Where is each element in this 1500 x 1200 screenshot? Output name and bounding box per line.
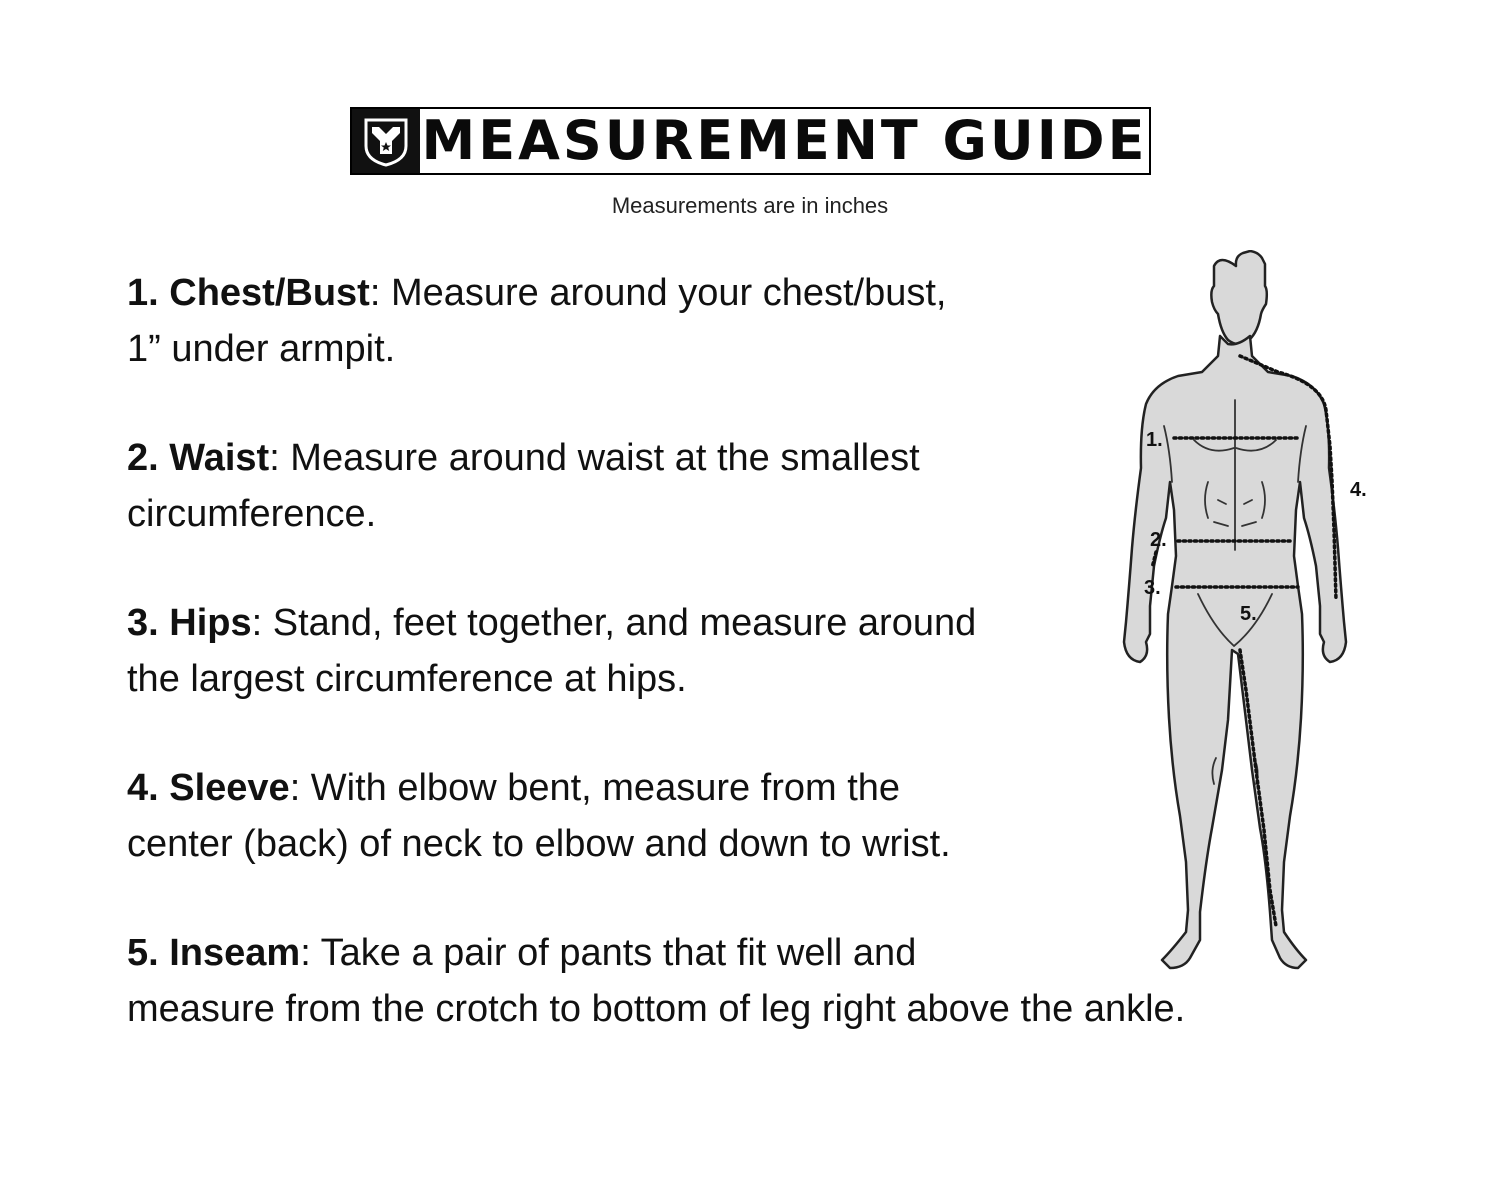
- inseam-line-2: measure from the crotch to bottom of leg right above the ankle.: [127, 988, 1186, 1030]
- sleeve-text: : With elbow bent, measure from the: [289, 767, 901, 809]
- chest-bust-text: : Measure around your chest/bust,: [369, 272, 947, 314]
- waist-instruction: [127, 430, 920, 542]
- chest-bust-label: 1. Chest/Bust: [127, 272, 370, 314]
- sleeve-line-2: center (back) of neck to elbow and down to wrist.: [127, 823, 951, 865]
- marker-5: 5.: [1240, 603, 1257, 625]
- marker-1: 1.: [1146, 429, 1163, 451]
- marker-3: 3.: [1144, 577, 1161, 599]
- chest-bust-instruction: [127, 265, 946, 377]
- marker-4: 4.: [1350, 479, 1367, 501]
- header-banner: [350, 107, 1151, 175]
- marker-2: 2.: [1150, 529, 1167, 551]
- chest-bust-line-2: 1” under armpit.: [127, 328, 396, 370]
- page-title: MEASUREMENT GUIDE: [421, 109, 1148, 172]
- sleeve-instruction: [127, 760, 951, 872]
- inseam-instruction: [127, 925, 1185, 1037]
- waist-text: : Measure around waist at the smallest: [269, 437, 920, 479]
- inseam-text: : Take a pair of pants that fit well and: [300, 932, 917, 974]
- body-outline-icon: [1110, 250, 1410, 975]
- hips-line-2: the largest circumference at hips.: [127, 658, 687, 700]
- inseam-label: 5. Inseam: [127, 932, 301, 974]
- waist-line-1: [127, 430, 920, 486]
- chest-bust-line-1: [127, 265, 946, 321]
- sleeve-line-1: [127, 760, 951, 816]
- hips-label: 3. Hips: [127, 602, 252, 644]
- hips-instruction: [127, 595, 976, 707]
- sleeve-label: 4. Sleeve: [127, 767, 290, 809]
- waist-line-2: circumference.: [127, 493, 377, 535]
- shield-logo-icon: [352, 109, 420, 173]
- hips-line-1: [127, 595, 976, 651]
- units-subtitle: Measurements are in inches: [611, 193, 889, 218]
- inseam-line-1: [127, 925, 1185, 981]
- waist-label: 2. Waist: [127, 437, 270, 479]
- hips-text: : Stand, feet together, and measure around: [251, 602, 977, 644]
